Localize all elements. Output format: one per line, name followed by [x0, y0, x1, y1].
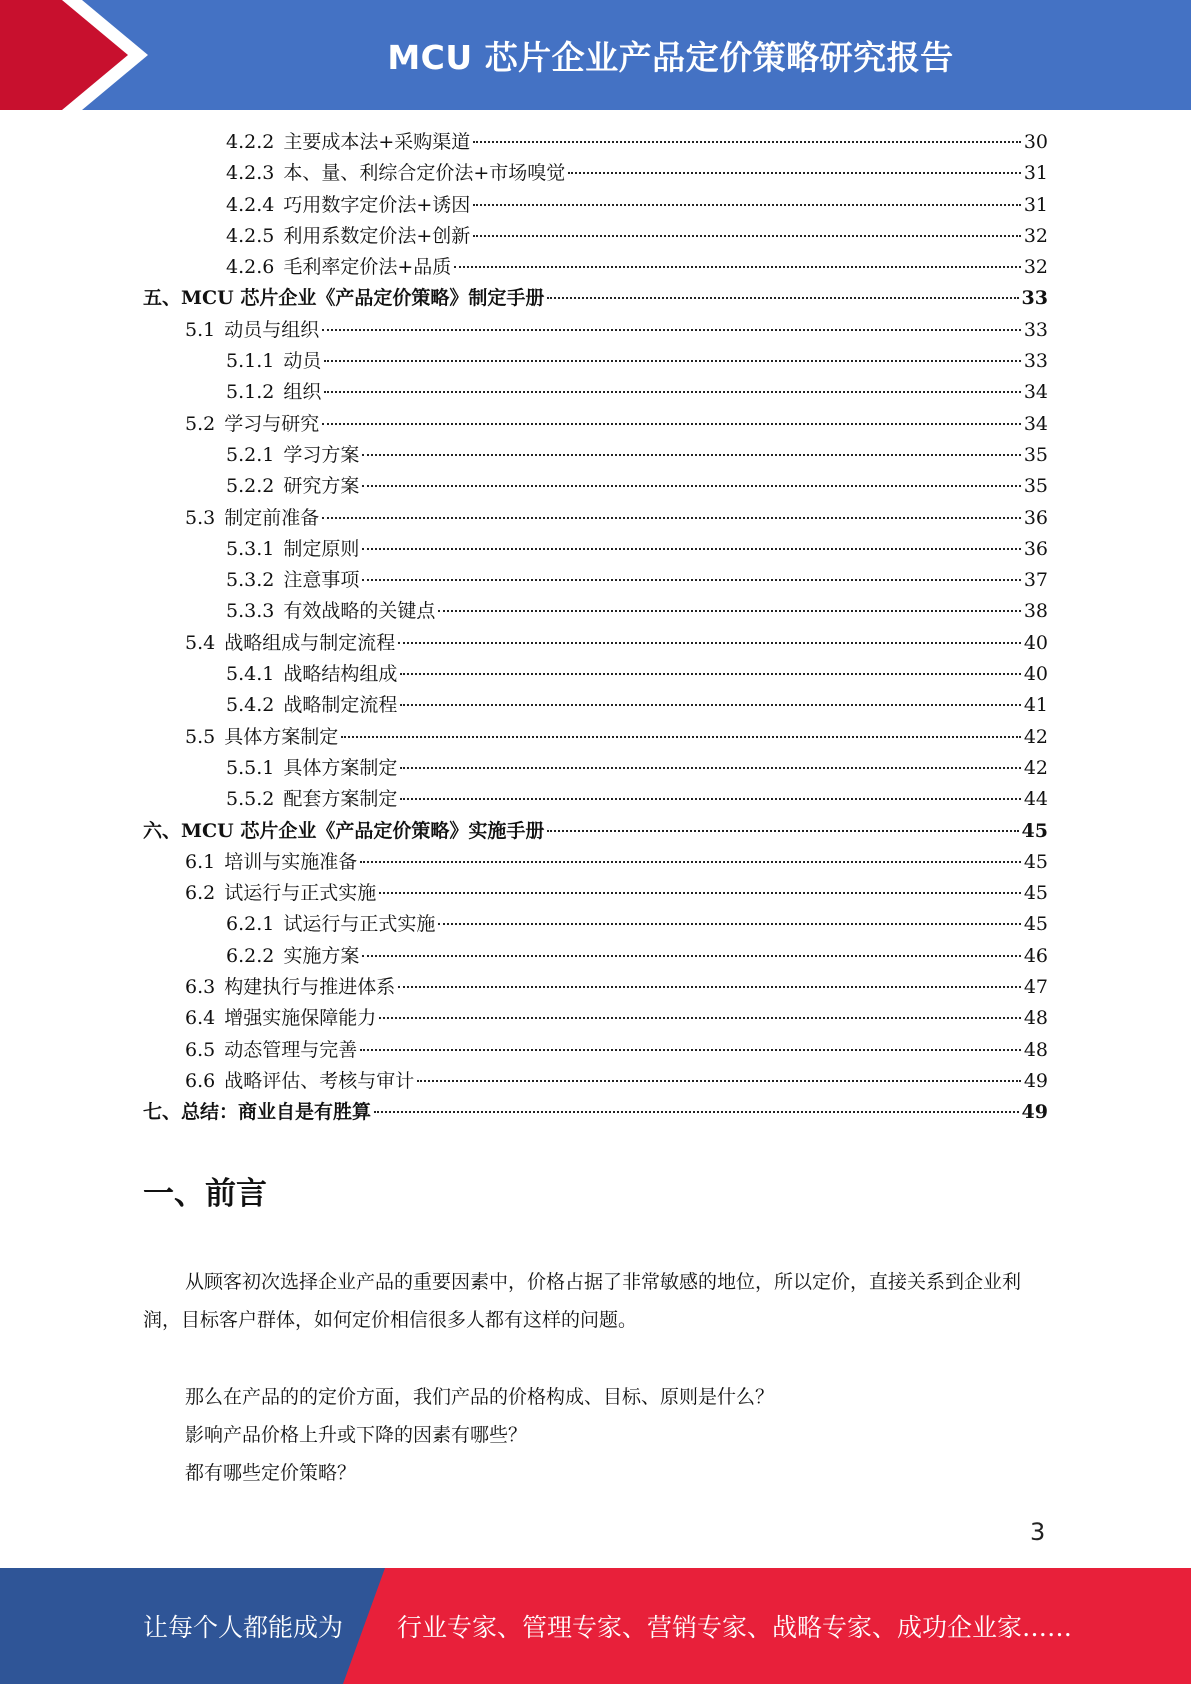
toc-entry[interactable]	[143, 315, 1048, 346]
toc-entry-page: 47	[1023, 976, 1048, 999]
toc-entry-page: 35	[1023, 443, 1048, 466]
toc-entry[interactable]	[143, 534, 1048, 565]
toc-entry-title: 主要成本法+采购渠道	[283, 131, 471, 153]
toc-dot-leader	[341, 736, 1021, 738]
toc-entry[interactable]	[143, 409, 1048, 440]
toc-entry[interactable]	[143, 659, 1048, 690]
toc-entry-title: 有效战略的关键点	[283, 600, 436, 623]
toc-entry-title: 实施方案	[283, 944, 360, 967]
toc-entry[interactable]	[143, 816, 1048, 847]
toc-dot-leader	[398, 986, 1021, 988]
toc-entry-title: 学习方案	[283, 443, 360, 466]
toc-entry[interactable]	[143, 283, 1048, 314]
toc-entry-page: 40	[1023, 631, 1048, 654]
toc-entry-number: 5.4.1	[226, 663, 275, 686]
toc-entry-page: 45	[1023, 850, 1048, 873]
toc-entry-number: 6.2.1	[226, 913, 275, 936]
footer-slogan-right: 行业专家、管理专家、营销专家、战略专家、成功企业家……	[397, 1613, 1073, 1642]
toc-entry[interactable]	[143, 346, 1048, 377]
toc-entry-number: 5.3	[185, 506, 216, 529]
toc-dot-leader	[324, 391, 1020, 393]
toc-entry[interactable]	[143, 878, 1048, 909]
page-header	[0, 0, 1191, 110]
toc-dot-leader	[568, 172, 1021, 174]
toc-entry-page: 49	[1021, 1101, 1048, 1124]
toc-entry-number: 5.1.2	[226, 381, 275, 404]
toc-dot-leader	[547, 830, 1018, 832]
toc-entry-number: 5.3.2	[226, 569, 275, 592]
toc-entry[interactable]	[143, 1097, 1048, 1128]
toc-entry-page: 33	[1023, 350, 1048, 373]
toc-entry-number: 5.1.1	[226, 350, 275, 373]
toc-dot-leader	[547, 297, 1018, 299]
toc-dot-leader	[473, 204, 1021, 206]
toc-entry-page: 33	[1021, 287, 1048, 310]
toc-entry[interactable]	[143, 690, 1048, 721]
toc-entry-title: 具体方案制定	[283, 756, 398, 779]
toc-entry[interactable]	[143, 972, 1048, 1003]
toc-dot-leader	[322, 423, 1021, 425]
toc-entry-page: 32	[1023, 224, 1048, 247]
toc-entry-title: 动员与组织	[224, 318, 320, 341]
toc-entry-title: 七、总结：商业自是有胜算	[143, 1101, 372, 1124]
toc-entry-title: 战略制定流程	[283, 694, 398, 717]
toc-entry[interactable]	[143, 596, 1048, 627]
toc-entry-page: 35	[1023, 475, 1048, 498]
toc-entry-title: 毛利率定价法+品质	[283, 256, 452, 279]
toc-entry-number: 5.3.1	[226, 537, 275, 560]
toc-entry-title: 注意事项	[283, 569, 360, 592]
toc-entry-title: 组织	[283, 381, 322, 404]
toc-dot-leader	[362, 579, 1020, 581]
toc-entry-title: 制定前准备	[224, 506, 320, 529]
toc-dot-leader	[473, 141, 1021, 143]
toc-entry-title: 培训与实施准备	[224, 850, 358, 873]
toc-entry[interactable]	[143, 784, 1048, 815]
toc-entry-page: 33	[1023, 318, 1048, 341]
toc-entry-title: 巧用数字定价法+诱因	[283, 193, 471, 216]
toc-entry-page: 38	[1023, 600, 1048, 623]
toc-entry-title: 战略组成与制定流程	[224, 631, 396, 654]
toc-entry-title: 利用系数定价法+创新	[283, 224, 471, 247]
toc-entry-number: 4.2.6	[226, 256, 275, 279]
toc-entry-number: 4.2.3	[226, 162, 275, 185]
toc-entry-number: 6.2.2	[226, 944, 275, 967]
toc-entry[interactable]	[143, 941, 1048, 972]
toc-entry-title: 动态管理与完善	[224, 1038, 358, 1061]
header-title: MCU 芯片企业产品定价策略研究报告	[387, 37, 954, 77]
toc-entry-number: 6.1	[185, 850, 216, 873]
toc-entry-page: 46	[1023, 944, 1048, 967]
toc-entry-number: 5.4.2	[226, 694, 275, 717]
toc-entry-title: 试运行与正式实施	[283, 913, 436, 936]
toc-entry-number: 5.5.2	[226, 788, 275, 811]
toc-entry-number: 5.2.1	[226, 443, 275, 466]
toc-entry[interactable]	[143, 1003, 1048, 1034]
toc-dot-leader	[324, 360, 1020, 362]
toc-dot-leader	[362, 485, 1020, 487]
toc-dot-leader	[400, 704, 1020, 706]
toc-dot-leader	[379, 1017, 1021, 1019]
toc-entry[interactable]	[143, 909, 1048, 940]
toc-entry-title: 试运行与正式实施	[224, 882, 377, 905]
toc-entry-title: 增强实施保障能力	[224, 1007, 377, 1030]
toc-entry[interactable]	[143, 252, 1048, 283]
toc-entry-page: 40	[1023, 663, 1048, 686]
toc-dot-leader	[362, 955, 1020, 957]
toc-entry-number: 6.5	[185, 1038, 216, 1061]
toc-entry-page: 41	[1023, 694, 1048, 717]
toc-entry-number: 5.5.1	[226, 756, 275, 779]
toc-entry-number: 5.1	[185, 318, 216, 341]
toc-entry-page: 48	[1023, 1007, 1048, 1030]
toc-entry-number: 6.6	[185, 1069, 216, 1092]
toc-dot-leader	[400, 673, 1020, 675]
footer-slogan-left: 让每个人都能成为	[143, 1613, 344, 1642]
toc-entry-number: 5.5	[185, 725, 216, 748]
toc-entry-page: 32	[1023, 256, 1048, 279]
toc-entry[interactable]	[143, 1035, 1048, 1066]
toc-entry[interactable]	[143, 440, 1048, 471]
toc-entry-number: 5.2.2	[226, 475, 275, 498]
toc-dot-leader	[438, 923, 1020, 925]
toc-entry-title: 战略评估、考核与审计	[224, 1069, 415, 1092]
toc-entry-title: 构建执行与推进体系	[224, 976, 396, 999]
toc-entry[interactable]	[143, 158, 1048, 189]
toc-entry[interactable]	[143, 847, 1048, 878]
toc-dot-leader	[473, 235, 1021, 237]
toc-entry-number: 4.2.4	[226, 193, 275, 216]
toc-entry[interactable]	[143, 722, 1048, 753]
toc-entry-number: 6.4	[185, 1007, 216, 1030]
question-line: 那么在产品的的定价方面，我们产品的价格构成、目标、原则是什么？	[185, 1386, 775, 1408]
toc-entry-number: 5.2	[185, 412, 216, 435]
toc-dot-leader	[374, 1111, 1019, 1113]
toc-entry-title: 学习与研究	[224, 412, 320, 435]
toc-entry[interactable]	[143, 753, 1048, 784]
toc-dot-leader	[438, 610, 1020, 612]
toc-entry[interactable]	[143, 377, 1048, 408]
toc-entry[interactable]	[143, 565, 1048, 596]
toc-entry-title: 配套方案制定	[283, 788, 398, 811]
table-of-contents	[143, 127, 1048, 1129]
toc-entry-number: 4.2.2	[226, 131, 275, 153]
toc-entry-page: 31	[1023, 162, 1048, 185]
toc-entry-page: 45	[1023, 913, 1048, 936]
toc-dot-leader	[360, 861, 1021, 863]
toc-dot-leader	[417, 1080, 1021, 1082]
section-title: 一、前言	[143, 1176, 267, 1212]
toc-dot-leader	[379, 892, 1021, 894]
toc-entry-page: 42	[1023, 756, 1048, 779]
toc-entry-number: 6.3	[185, 976, 216, 999]
toc-entry-title: 研究方案	[283, 475, 360, 498]
toc-entry-page: 36	[1023, 506, 1048, 529]
toc-entry-page: 36	[1023, 537, 1048, 560]
toc-entry[interactable]	[143, 127, 1048, 158]
toc-entry-number: 5.4	[185, 631, 216, 654]
toc-dot-leader	[400, 767, 1020, 769]
toc-entry[interactable]	[143, 471, 1048, 502]
toc-entry-page: 34	[1023, 412, 1048, 435]
page-number: 3	[1030, 1518, 1046, 1546]
intro-paragraph: 从顾客初次选择企业产品的重要因素中，价格占据了非常敏感的地位，所以定价，直接关系到企业利润，目标客户群体，如何定价相信很多人都有这样的问题。	[143, 1271, 1022, 1331]
toc-dot-leader	[454, 266, 1021, 268]
toc-entry-page: 42	[1023, 725, 1048, 748]
toc-entry-title: 五、MCU 芯片企业《产品定价策略》制定手册	[143, 287, 545, 310]
toc-entry-page: 48	[1023, 1038, 1048, 1061]
toc-dot-leader	[400, 798, 1020, 800]
toc-dot-leader	[360, 1049, 1021, 1051]
toc-entry-page: 45	[1021, 819, 1048, 842]
toc-entry-number: 6.2	[185, 882, 216, 905]
toc-entry[interactable]	[143, 190, 1048, 221]
toc-entry-page: 34	[1023, 381, 1048, 404]
toc-entry-page: 44	[1023, 788, 1048, 811]
toc-entry-page: 45	[1023, 882, 1048, 905]
toc-entry[interactable]	[143, 1066, 1048, 1097]
page-footer	[0, 1568, 1191, 1684]
toc-entry-page: 37	[1023, 569, 1048, 592]
toc-entry-page: 31	[1023, 193, 1048, 216]
toc-entry-title: 制定原则	[283, 537, 360, 560]
toc-entry-page: 30	[1023, 131, 1048, 153]
toc-entry-title: 具体方案制定	[224, 725, 339, 748]
toc-dot-leader	[362, 454, 1020, 456]
toc-entry-title: 本、量、利综合定价法+市场嗅觉	[283, 162, 566, 185]
toc-entry[interactable]	[143, 628, 1048, 659]
toc-entry-title: 六、MCU 芯片企业《产品定价策略》实施手册	[143, 819, 545, 842]
toc-entry[interactable]	[143, 503, 1048, 534]
toc-dot-leader	[322, 517, 1021, 519]
toc-entry-title: 动员	[283, 350, 322, 373]
toc-entry-title: 战略结构组成	[283, 663, 398, 686]
toc-dot-leader	[398, 642, 1021, 644]
question-line: 影响产品价格上升或下降的因素有哪些？	[185, 1424, 528, 1446]
toc-dot-leader	[362, 548, 1020, 550]
question-line: 都有哪些定价策略？	[185, 1462, 357, 1484]
toc-dot-leader	[322, 329, 1021, 331]
toc-entry-number: 4.2.5	[226, 224, 275, 247]
toc-entry-number: 5.3.3	[226, 600, 275, 623]
toc-entry[interactable]	[143, 221, 1048, 252]
toc-entry-page: 49	[1023, 1069, 1048, 1092]
